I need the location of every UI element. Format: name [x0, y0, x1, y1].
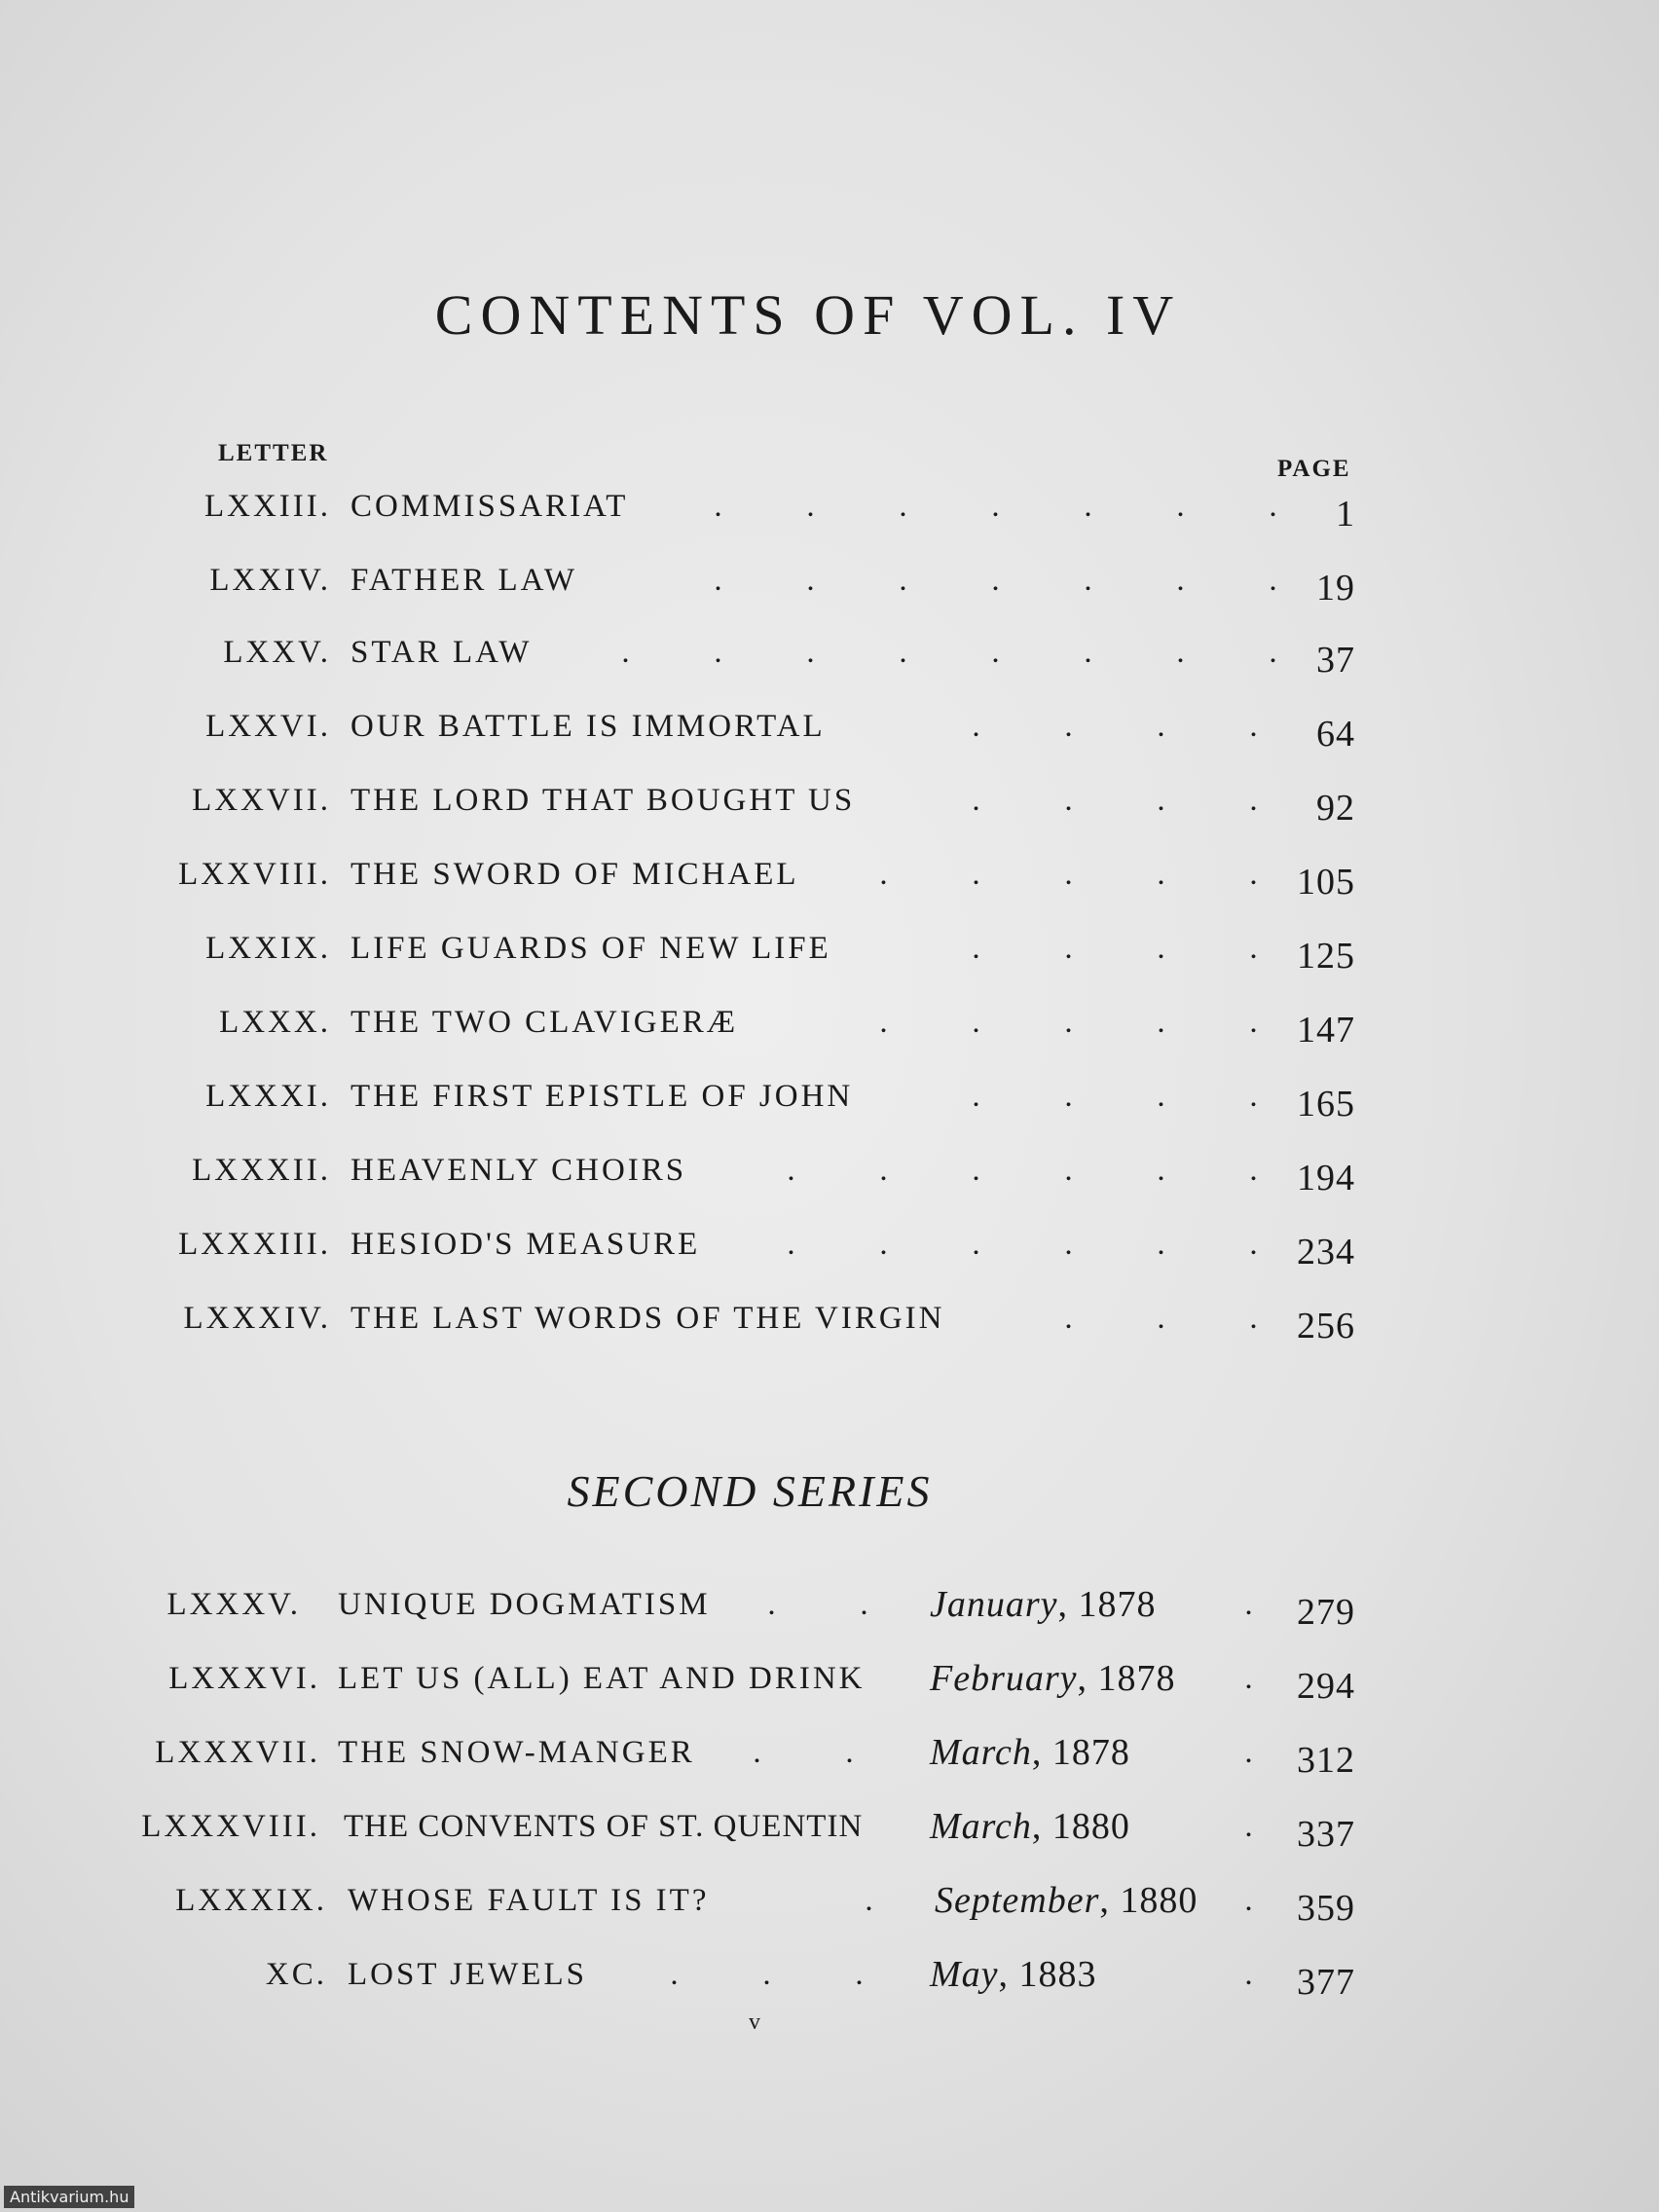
letter-title: OUR BATTLE IS IMMORTAL: [350, 709, 826, 744]
date-year: , 1878: [1031, 1732, 1130, 1773]
leader-dots: . .: [753, 1735, 854, 1770]
date-year: , 1883: [998, 1954, 1097, 1995]
letter-date: [930, 1805, 1130, 1848]
leader-dots: . . .: [1064, 1301, 1258, 1336]
page-number: 165: [1297, 1084, 1355, 1124]
letter-number: LXXXVI.: [168, 1661, 320, 1696]
letter-date: [930, 1583, 1157, 1626]
letter-title: HEAVENLY CHOIRS: [350, 1153, 687, 1188]
letter-number: LXXXVIII.: [141, 1809, 320, 1844]
leader-dots: . .: [767, 1587, 868, 1622]
letter-title: FATHER LAW: [350, 563, 577, 598]
leader-dots: . . .: [670, 1957, 864, 1992]
page-number: 377: [1297, 1962, 1355, 2003]
leader-dots: .: [1244, 1957, 1253, 1992]
contents-entry: [0, 709, 1659, 767]
letter-number: LXXXVII.: [155, 1735, 320, 1770]
date-month: March: [930, 1806, 1032, 1847]
page-number: 256: [1297, 1306, 1355, 1346]
contents-entry: [0, 1732, 1659, 1793]
page-number: 125: [1297, 936, 1355, 977]
date-month: February: [930, 1658, 1078, 1699]
date-year: , 1880: [1031, 1806, 1130, 1847]
leader-dots: . . . .: [972, 931, 1258, 966]
letter-title: THE LAST WORDS OF THE VIRGIN: [350, 1301, 945, 1336]
leader-dots: .: [1244, 1587, 1253, 1622]
leader-dots: . . . . .: [879, 1005, 1258, 1040]
contents-entry: [0, 783, 1659, 841]
date-year: , 1880: [1099, 1880, 1198, 1921]
page-number: 64: [1316, 714, 1355, 755]
contents-entry: [0, 1584, 1659, 1645]
watermark: Antikvarium.hu: [4, 2186, 134, 2208]
contents-entry: [0, 563, 1659, 621]
leader-dots: . . . . . . .: [714, 563, 1277, 598]
leader-dots: .: [1244, 1809, 1253, 1844]
contents-entry: [0, 1301, 1659, 1359]
letter-title: COMMISSARIAT: [350, 489, 629, 524]
page-number: 234: [1297, 1232, 1355, 1272]
letter-title: LOST JEWELS: [348, 1957, 587, 1992]
letter-title: LIFE GUARDS OF NEW LIFE: [350, 931, 831, 966]
letter-title: THE SNOW-MANGER: [338, 1735, 695, 1770]
page-number: 312: [1297, 1740, 1355, 1781]
letter-title: STAR LAW: [350, 635, 533, 670]
letter-number: LXXXII.: [192, 1153, 331, 1188]
letter-title: THE SWORD OF MICHAEL: [350, 857, 799, 892]
letter-title: THE LORD THAT BOUGHT US: [350, 783, 856, 818]
contents-entry: [0, 1153, 1659, 1211]
leader-dots: .: [865, 1883, 873, 1918]
letter-number: LXXXIV.: [183, 1301, 331, 1336]
page-number: 92: [1316, 788, 1355, 829]
leader-dots: .: [1244, 1883, 1253, 1918]
letter-number: LXXXI.: [205, 1079, 331, 1114]
page-column-header: PAGE: [1277, 456, 1351, 482]
leader-dots: . . . . . .: [787, 1153, 1258, 1188]
letter-date: [930, 1731, 1130, 1774]
letter-title: THE TWO CLAVIGERÆ: [350, 1005, 739, 1040]
date-month: September: [935, 1880, 1100, 1921]
letter-title: WHOSE FAULT IS IT?: [348, 1883, 710, 1918]
letter-title: HESIOD'S MEASURE: [350, 1227, 701, 1262]
leader-dots: . . . . . .: [787, 1227, 1258, 1262]
date-month: March: [930, 1732, 1032, 1773]
contents-entry: [0, 635, 1659, 693]
page-number: 37: [1316, 640, 1355, 681]
letter-number: LXXIX.: [205, 931, 331, 966]
leader-dots: . . . . . . . .: [621, 635, 1277, 670]
contents-entry: [0, 1079, 1659, 1137]
letter-number: LXXXIX.: [175, 1883, 327, 1918]
contents-entry: [0, 489, 1659, 547]
letter-number: LXXVIII.: [178, 857, 331, 892]
contents-entry: [0, 857, 1659, 915]
letter-number: LXXXIII.: [178, 1227, 331, 1262]
contents-entry: [0, 1880, 1659, 1941]
letter-number: LXXIII.: [203, 489, 331, 524]
letter-date: [930, 1657, 1176, 1700]
leader-dots: . . . . . . .: [714, 489, 1277, 524]
letter-date: [930, 1953, 1097, 1996]
leader-dots: . . . .: [972, 1079, 1258, 1114]
letter-number: XC.: [265, 1957, 327, 1992]
leader-dots: . . . .: [972, 709, 1258, 744]
page-number: 279: [1297, 1592, 1355, 1633]
page-number: 147: [1297, 1010, 1355, 1051]
contents-entry: [0, 1658, 1659, 1719]
page-number: 294: [1297, 1666, 1355, 1707]
letter-title: UNIQUE DOGMATISM: [338, 1587, 711, 1622]
page-number: 337: [1297, 1814, 1355, 1855]
page-number: 194: [1297, 1158, 1355, 1198]
page-number: 19: [1316, 568, 1355, 608]
contents-entry: [0, 1806, 1659, 1867]
letter-title: THE FIRST EPISTLE OF JOHN: [350, 1079, 854, 1114]
leader-dots: .: [1244, 1735, 1253, 1770]
date-year: , 1878: [1057, 1584, 1157, 1625]
letter-number: LXXIV.: [209, 563, 331, 598]
letter-date: [935, 1879, 1198, 1922]
page-title: CONTENTS OF VOL. IV: [434, 283, 1182, 347]
letter-number: LXXXV.: [166, 1587, 301, 1622]
letter-number: LXXVII.: [192, 783, 331, 818]
letter-number: LXXV.: [223, 635, 331, 670]
letter-number: LXXX.: [219, 1005, 331, 1040]
contents-entry: [0, 1954, 1659, 2015]
second-series-heading: SECOND SERIES: [567, 1466, 933, 1516]
letter-number: LXXVI.: [205, 709, 331, 744]
leader-dots: . . . . .: [879, 857, 1258, 892]
leader-dots: .: [1244, 1661, 1253, 1696]
folio-number: v: [749, 2009, 760, 2035]
date-month: January: [930, 1584, 1058, 1625]
letter-title: THE CONVENTS OF ST. QUENTIN: [344, 1809, 864, 1844]
page-number: 105: [1297, 862, 1355, 903]
contents-entry: [0, 931, 1659, 989]
page-number: 359: [1297, 1888, 1355, 1929]
contents-entry: [0, 1005, 1659, 1063]
letter-column-header: LETTER: [218, 440, 329, 466]
date-month: May: [930, 1954, 999, 1995]
date-year: , 1878: [1077, 1658, 1176, 1699]
letter-title: LET US (ALL) EAT AND DRINK: [338, 1661, 866, 1696]
page-number: 1: [1336, 494, 1355, 535]
contents-entry: [0, 1227, 1659, 1285]
leader-dots: . . . .: [972, 783, 1258, 818]
